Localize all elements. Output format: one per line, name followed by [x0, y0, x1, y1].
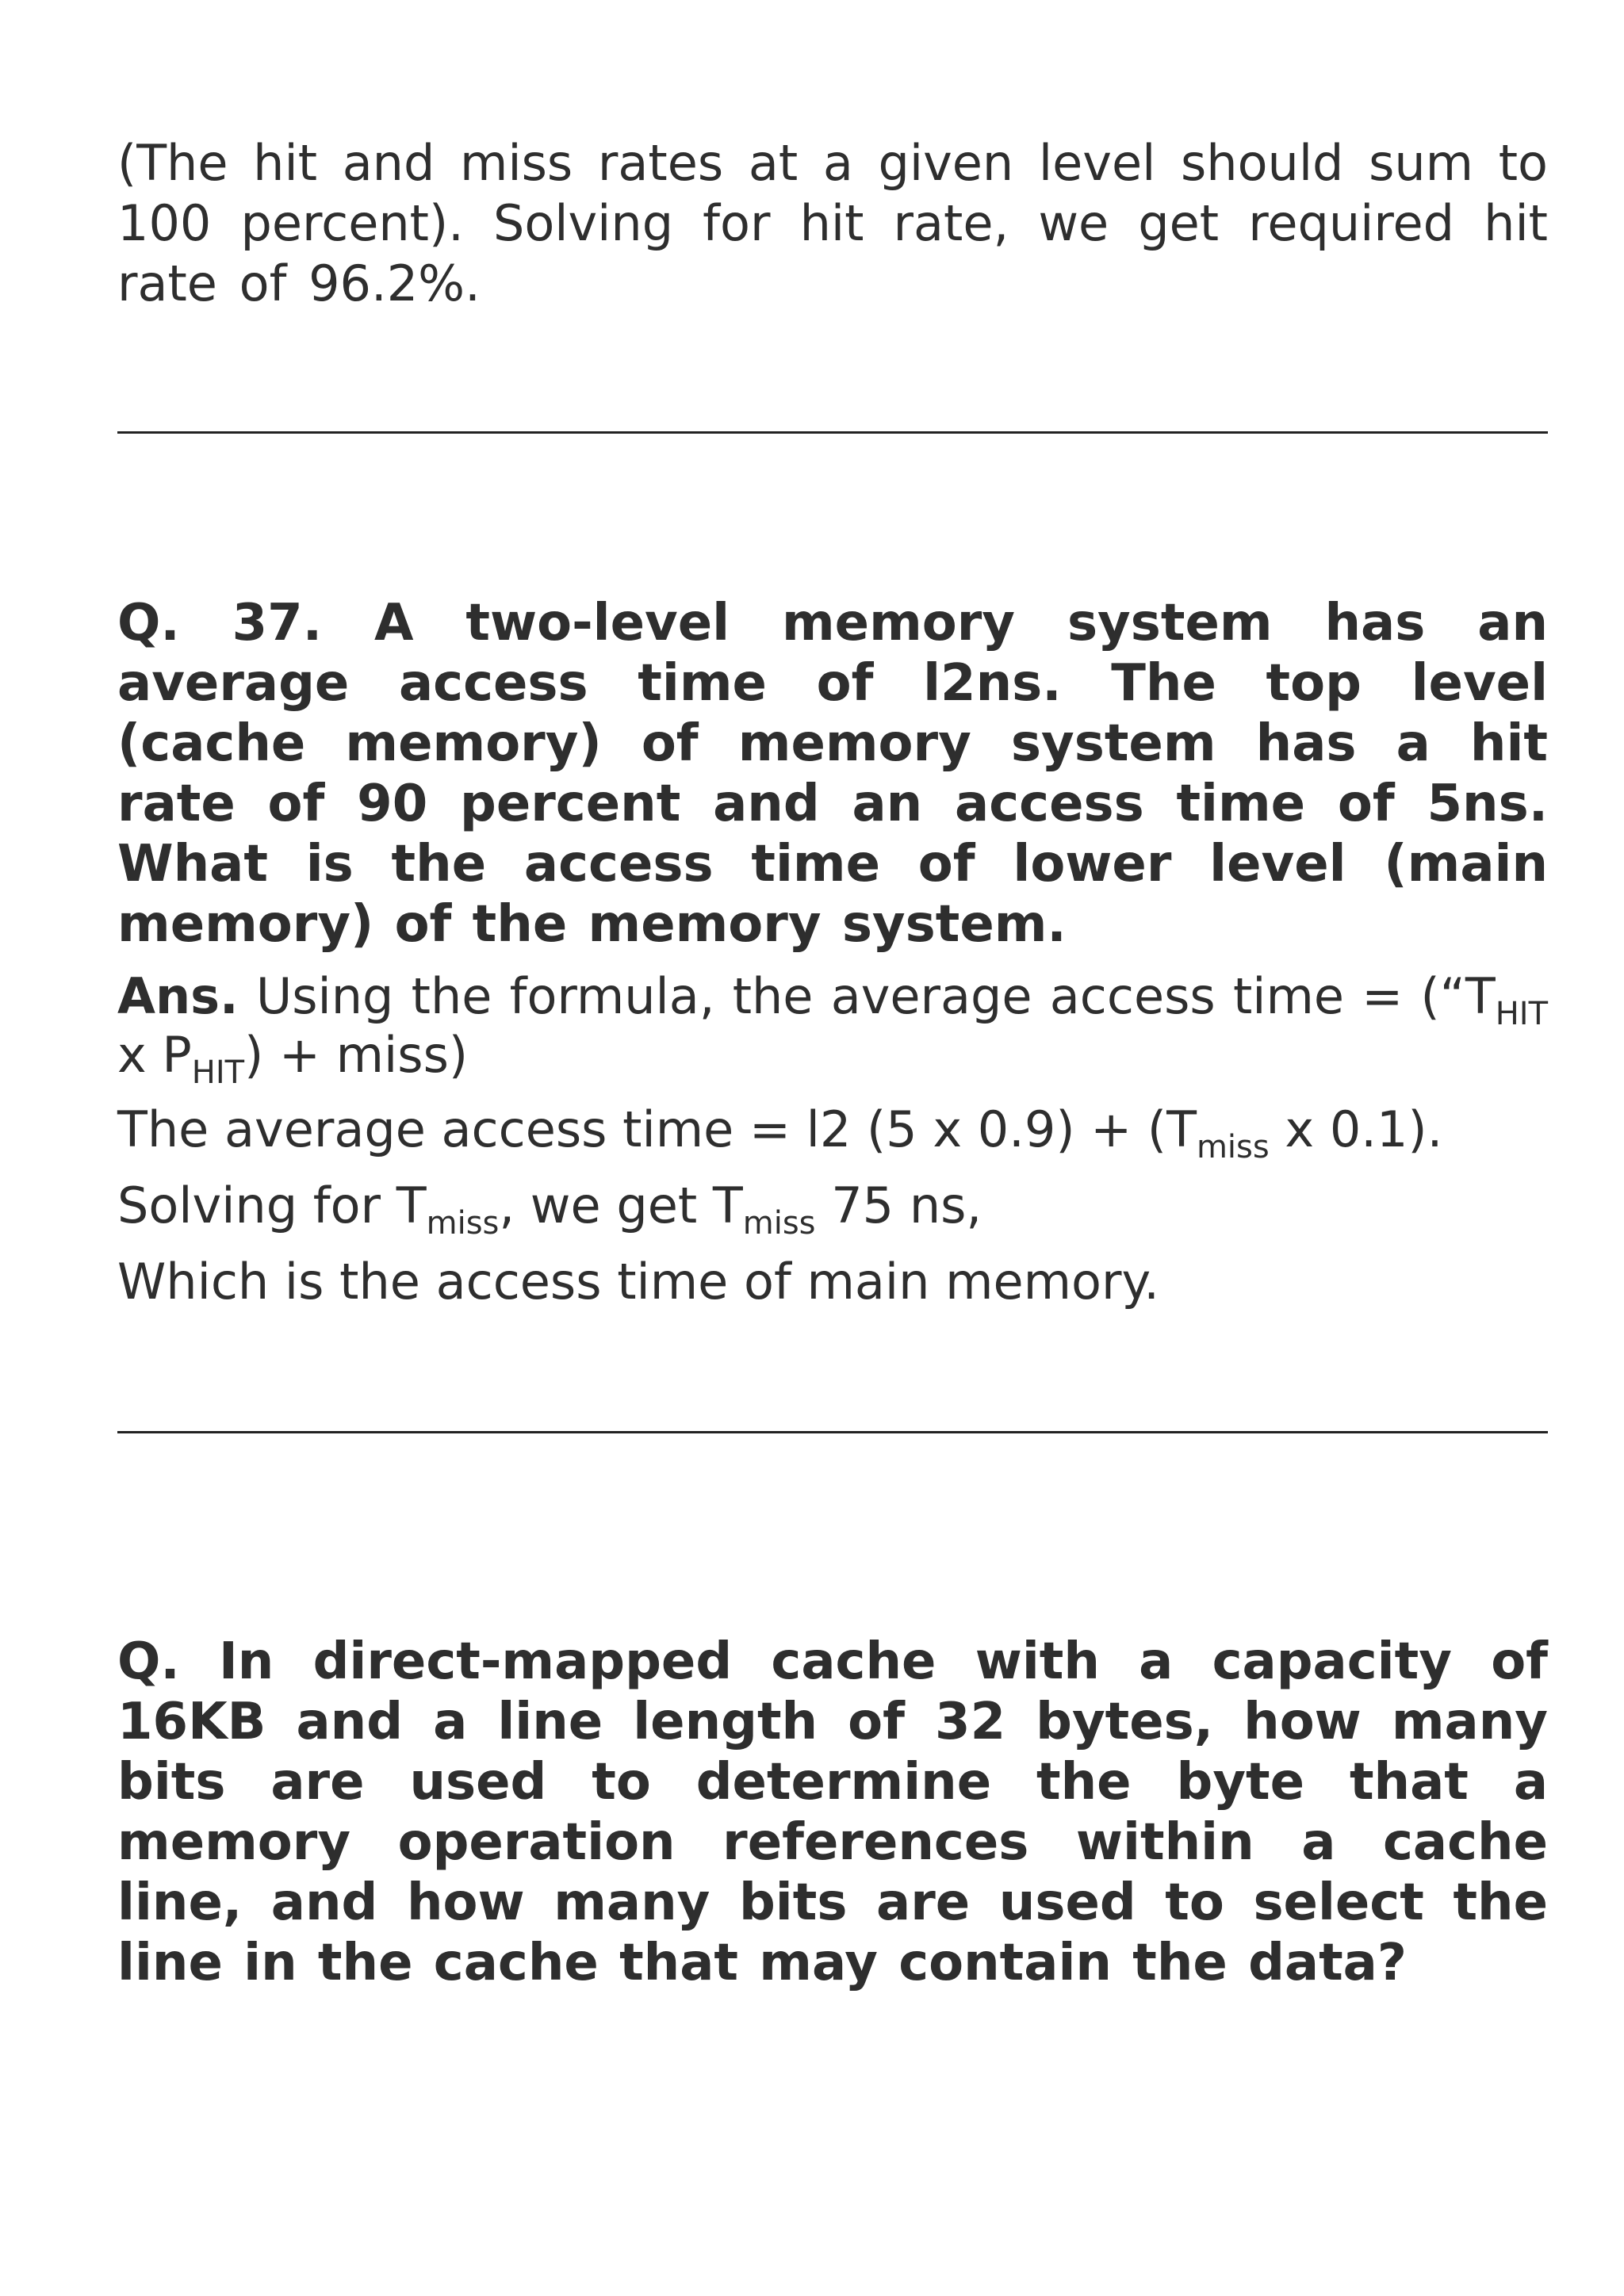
answer-text: x P — [117, 1026, 192, 1084]
answer-text: x 0.1). — [1269, 1100, 1443, 1158]
answer-text: ) + miss) — [244, 1026, 469, 1084]
answer-line-2 — [117, 1100, 1443, 1165]
answer-text: Using the formula, the average access time = (“T — [238, 967, 1496, 1025]
divider-line — [117, 431, 1548, 434]
answer-text: 75 ns, — [815, 1177, 982, 1234]
subscript: HIT — [191, 1054, 245, 1091]
subscript: miss — [426, 1205, 500, 1242]
answer-text: The average access time = l2 (5 x 0.9) + (T — [117, 1100, 1197, 1158]
answer-line-3 — [117, 1177, 982, 1242]
answer-text: , we get T — [499, 1177, 743, 1234]
answer-label: Ans. — [117, 967, 239, 1025]
subscript: miss — [742, 1205, 816, 1242]
subscript: miss — [1196, 1129, 1270, 1165]
question-37: Q. 37. A two-level memory system has an average access time of l2ns. The top level (cache memory) of memory system has a hit rate of 90 percent and an access time of 5ns. What is the access time of lower level (main memory) of the memory system. — [117, 594, 1548, 954]
answer-text: Solving for T — [117, 1177, 427, 1234]
question-38: Q. In direct-mapped cache with a capacity of 16KB and a line length of 32 bytes, how many bits are used to determine the byte that a memory operation references within a cache line, and how many bits are used to select the line in the cache that may contain the data? — [117, 1632, 1548, 1992]
subscript: HIT — [1495, 996, 1548, 1032]
answer-line-1 — [117, 967, 1548, 1091]
divider-line — [117, 1431, 1548, 1433]
continuation-paragraph: (The hit and miss rates at a given level should sum to 100 percent). Solving for hit rate, we get required hit rate of 96.2%. — [117, 134, 1548, 312]
answer-line-4: Which is the access time of main memory. — [117, 1253, 1160, 1311]
